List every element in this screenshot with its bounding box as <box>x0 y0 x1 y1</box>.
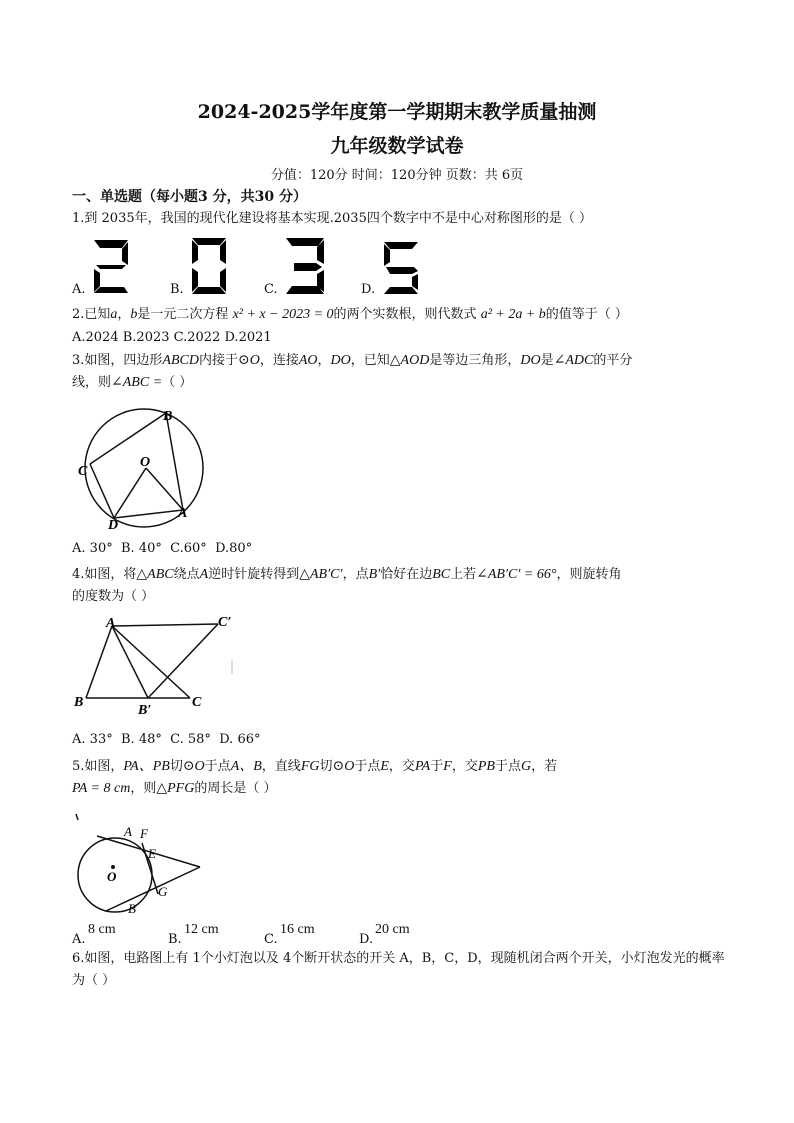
q1-stem: 1.到 2035年，我国的现代化建设将基本实现.2035四个数字中不是中心对称图形的是（ ） <box>72 211 592 226</box>
q2-expression: a² + 2a + b <box>480 307 546 322</box>
q3-label-c: C <box>78 464 88 479</box>
q1-option-c-label: C. <box>264 282 278 297</box>
q3-label-a: A <box>178 506 188 521</box>
q4-options: A. 33° B. 48° C. 58° D. 66° <box>72 732 261 747</box>
q5-options: A. 8 cm B. 12 cm C. 16 cm D. 20 cm <box>72 922 410 947</box>
exam-meta: 分值：120分 时间：120分钟 页数：共 6页 <box>270 168 524 183</box>
q3-label-b: B <box>163 409 173 424</box>
q2-options: A.2024 B.2023 C.2022 D.2021 <box>72 330 272 345</box>
q5-label-g: G <box>158 884 168 899</box>
exam-title: 2024-2025学年度第一学期期末教学质量抽测 <box>197 101 597 123</box>
q4-label-c: C <box>192 695 202 710</box>
q4-label-b-prime: B′ <box>138 703 152 718</box>
q4-rotation-figure <box>72 612 237 722</box>
q5-label-f: F <box>140 826 148 841</box>
q3-stem: 3.如图，四边形ABCD内接于⊙O，连接AO，DO，已知△AOD是等边三角形，DO是∠ADC的平分 线，则∠ABC =（ ） <box>72 353 633 390</box>
digit-5-icon <box>378 238 424 298</box>
digit-0-icon <box>186 234 232 298</box>
q5-label-b: B <box>128 901 136 916</box>
q4-label-a: A <box>106 616 116 631</box>
q4-label-b: B <box>74 695 84 710</box>
section-heading: 一、单选题（每小题3 分，共30 分） <box>72 189 307 205</box>
exam-subtitle: 九年级数学试卷 <box>330 135 464 157</box>
q6-stem: 6.如图，电路图上有 1个小灯泡以及 4个断开状态的开关 A，B，C，D，现随机闭合两个开关，小灯泡发光的概率为（ ） <box>72 951 725 988</box>
q2-equation: x² + x − 2023 = 0 <box>232 307 334 322</box>
q5-label-a: A <box>124 824 132 839</box>
q4-stem: 4.如图，将△ABC绕点A逆时针旋转得到△AB′C′，点B′恰好在边BC上若∠AB′C′ = 66°，则旋转角 的度数为（ ） <box>72 567 622 604</box>
q4-label-c-prime: C′ <box>218 615 232 630</box>
q3-options: A. 30° B. 40° C.60° D.80° <box>72 541 253 556</box>
digit-2-icon <box>88 236 134 298</box>
q3-label-o: O <box>140 455 151 470</box>
q3-circle-figure <box>72 405 212 535</box>
q3-label-d: D <box>108 518 119 533</box>
q1-option-b-label: B. <box>170 282 184 297</box>
q2-stem: 2.已知a，b是一元二次方程 x² + x − 2023 = 0的两个实数根，则代数式 a² + 2a + b的值等于（ ） <box>72 307 628 322</box>
q5-label-e: E <box>148 846 156 861</box>
q1-option-d-label: D. <box>361 282 376 297</box>
digit-3-icon <box>280 234 330 298</box>
q5-stem: 5.如图，PA、PB切⊙O于点A、B，直线FG切⊙O于点E，交PA于F，交PB于点G，若 PA = 8 cm，则△PFG的周长是（ ） <box>72 759 558 796</box>
q5-label-o: O <box>107 869 117 884</box>
q5-tangent-figure <box>72 812 207 917</box>
q1-options <box>72 230 472 300</box>
q1-option-a-label: A. <box>72 282 86 297</box>
